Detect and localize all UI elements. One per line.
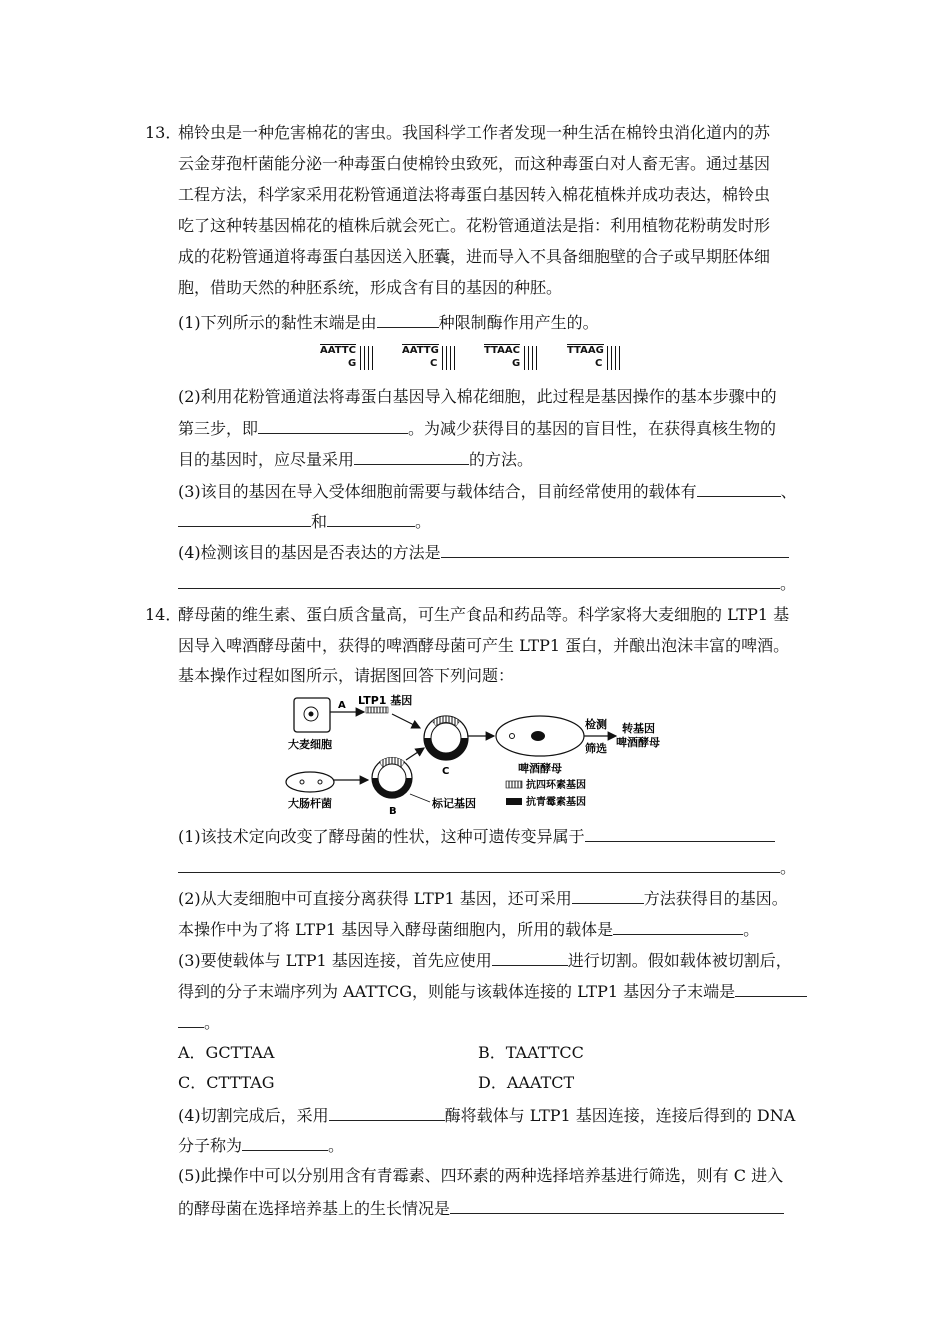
- q13-sub2-blank-1[interactable]: [258, 417, 408, 434]
- q13-sub2-text-a: 第三步，即: [178, 419, 259, 438]
- q14-number: 14．: [145, 605, 182, 624]
- legend-tet-swatch: [506, 781, 522, 788]
- q13-sub2-text-b: 。为减少获得目的基因的盲目性，在获得真核生物的: [408, 419, 777, 438]
- q14-sub2-text-a: (2)从大麦细胞中可直接分离获得 LTP1 基因，还可采用: [178, 889, 572, 908]
- sticky-end-4-bottom: C: [595, 358, 603, 369]
- q14-sub4-line-1: [178, 1104, 795, 1126]
- q13-sub4-line-2: [178, 572, 796, 594]
- sticky-end-1: [320, 344, 380, 374]
- q14-sub3-blank-1[interactable]: [492, 949, 568, 966]
- q14-sub2-line-2: [178, 918, 759, 940]
- q13-sub1: [178, 311, 599, 333]
- q14-sub1-blank-1[interactable]: [585, 825, 775, 842]
- q14-sub4-line-2: [178, 1134, 344, 1156]
- q13-sub3-text-c: 和: [311, 512, 328, 531]
- label-a: A: [338, 700, 346, 711]
- q13-sub3-text-a: (3)该目的基因在导入受体细胞前需要与载体结合，目前经常使用的载体有: [178, 482, 697, 501]
- q14-sub1-end: 。: [780, 858, 797, 877]
- ecoli-label: 大肠杆菌: [288, 797, 332, 810]
- q14-sub3-blank-2[interactable]: [735, 980, 807, 997]
- q14-stem-line-1: 酵母菌的维生素、蛋白质含量高，可生产食品和药品等。科学家将大麦细胞的 LTP1 基: [178, 605, 790, 624]
- q14-sub3-line-2: [178, 980, 807, 1002]
- legend-pen-swatch: [506, 798, 522, 805]
- sticky-end-4-top: TTAAG: [567, 345, 604, 356]
- q14-option-d[interactable]: D．AAATCT: [478, 1073, 575, 1092]
- q13-sub4-blank-2[interactable]: [178, 572, 780, 589]
- q14-sub2-text-c: 本操作中为了将 LTP1 基因导入酵母菌细胞内，所用的载体是: [178, 920, 614, 939]
- q13-sub3-text-d: 。: [415, 512, 432, 531]
- beer-yeast: [496, 716, 584, 756]
- q13-sub1-text-a: (1)下列所示的黏性末端是由: [178, 313, 377, 332]
- label-b: B: [389, 806, 397, 817]
- q13-sub4-line-1: [178, 541, 789, 563]
- sticky-end-3-top: TTAAC: [484, 345, 520, 356]
- legend-pen-label: 抗青霉素基因: [526, 797, 586, 808]
- q13-number: 13．: [145, 123, 182, 142]
- q14-sub1-line-2: [178, 856, 796, 878]
- sticky-end-1-top: AATTC: [320, 345, 356, 356]
- q14-sub3-text-b: 进行切割。假如载体被切割后，: [567, 951, 792, 970]
- q13-stem-line-1: 棉铃虫是一种危害棉花的害虫。我国科学工作者发现一种生活在棉铃虫消化道内的苏: [178, 123, 771, 142]
- q14-sub5-text: 的酵母菌在选择培养基上的生长情况是: [178, 1199, 451, 1218]
- q14-sub4-blank-2[interactable]: [242, 1134, 328, 1151]
- q14-option-b[interactable]: B．TAATTCC: [478, 1043, 584, 1062]
- sticky-end-1-bottom: G: [348, 358, 357, 369]
- q13-sub3-text-b: 、: [780, 482, 797, 501]
- q14-sub4-blank-1[interactable]: [329, 1104, 445, 1121]
- q14-sub5-blank[interactable]: [450, 1197, 784, 1214]
- sticky-end-2: [402, 344, 462, 374]
- q14-sub2-text-d: 。: [743, 920, 760, 939]
- q13-stem-line-2: 云金芽孢杆菌能分泌一种毒蛋白使棉铃虫致死，而这种毒蛋白对人畜无害。通过基因: [178, 154, 771, 173]
- q14-stem-line-2: 因导入啤酒酵母菌中，获得的啤酒酵母菌可产生 LTP1 蛋白，并酿出泡沫丰富的啤酒。: [178, 636, 790, 655]
- q14-sub2-line-1: [178, 887, 788, 909]
- q14-stem-line-3: 基本操作过程如图所示，请据图回答下列问题：: [178, 666, 515, 685]
- q13-stem-line-3: 工程方法，科学家采用花粉管通道法将毒蛋白基因转入棉花植株并成功表达，棉铃虫: [178, 185, 771, 204]
- q13-sub4-blank-1[interactable]: [441, 541, 789, 558]
- gene-transfer-figure: [280, 690, 690, 820]
- q14-sub1-text: (1)该技术定向改变了酵母菌的性状，这种可遗传变异属于: [178, 827, 585, 846]
- sticky-end-3: [484, 344, 544, 374]
- q13-sub1-text-b: 种限制酶作用产生的。: [438, 313, 599, 332]
- marker-gene-label: 标记基因: [432, 797, 476, 810]
- q14-sub3-text-a: (3)要使载体与 LTP1 基因连接，首先应使用: [178, 951, 492, 970]
- label-c: C: [442, 766, 450, 777]
- q13-sub3-line-2: [178, 510, 431, 532]
- arrow-ltp1-to-c: [392, 714, 420, 728]
- q13-sub3-blank-1[interactable]: [697, 480, 781, 497]
- q14-sub1-blank-2[interactable]: [178, 856, 780, 873]
- q13-sub3-line-1: [178, 480, 797, 502]
- q14-sub3-blank-3[interactable]: [178, 1011, 204, 1028]
- q13-stem-line-4: 吃了这种转基因棉花的植株后就会死亡。花粉管通道法是指：利用植物花粉萌发时形: [178, 216, 771, 235]
- q14-option-c[interactable]: C．CTTTAG: [178, 1073, 275, 1092]
- plasmid-c: [424, 716, 468, 760]
- q13-stem-line-5: 成的花粉管通道将毒蛋白基因送入胚囊，进而导入不具备细胞壁的合子或早期胚体细: [178, 247, 771, 266]
- beer-yeast-label: 啤酒酵母: [518, 762, 562, 775]
- q13-sub2-text-d: 的方法。: [469, 450, 534, 469]
- q13-sub2-blank-2[interactable]: [354, 448, 469, 465]
- q14-sub3-line-3: [178, 1011, 220, 1033]
- q14-sub3-line-1: [178, 949, 792, 971]
- q13-sub2-line-3: [178, 448, 533, 470]
- q14-sub5-line-2: [178, 1197, 784, 1219]
- q14-sub3-end: 。: [204, 1013, 221, 1032]
- q14-sub2-blank-2[interactable]: [613, 918, 743, 935]
- q13-sub4-end: 。: [780, 574, 797, 593]
- q13-sub3-blank-2[interactable]: [178, 510, 311, 527]
- q14-sub1-line-1: [178, 825, 775, 847]
- q13-sub3-blank-3[interactable]: [327, 510, 415, 527]
- transgenic-label-1: 转基因: [622, 722, 655, 735]
- screen-label: 筛选: [585, 742, 607, 755]
- q14-sub2-blank-1[interactable]: [572, 887, 644, 904]
- q14-sub4-text-b: 酶将载体与 LTP1 基因连接，连接后得到的 DNA: [444, 1106, 796, 1125]
- sticky-end-3-bottom: G: [512, 358, 521, 369]
- q14-sub4-text-c: 分子称为: [178, 1136, 243, 1155]
- q14-option-a[interactable]: A．GCTTAA: [178, 1043, 275, 1062]
- arrow-b-to-c: [406, 748, 424, 760]
- legend-tet-label: 抗四环素基因: [526, 780, 586, 791]
- q14-sub3-text-c: 得到的分子末端序列为 AATTCG，则能与该载体连接的 LTP1 基因分子末端是: [178, 982, 736, 1001]
- q13-stem-line-6: 胞，借助天然的种胚系统，形成含有目的基因的种胚。: [178, 278, 563, 297]
- q14-sub5-line-1: (5)此操作中可以分别用含有青霉素、四环素的两种选择培养基进行筛选，则有 C 进入: [178, 1166, 784, 1185]
- q13-sub2-text-c: 目的基因时，应尽量采用: [178, 450, 355, 469]
- q14-sub2-text-b: 方法获得目的基因。: [643, 889, 788, 908]
- sticky-end-4: [567, 344, 627, 374]
- q14-sub4-text-d: 。: [328, 1136, 345, 1155]
- ltp1-gene-label: LTP1 基因: [358, 694, 413, 707]
- plasmid-b: [372, 757, 412, 798]
- sticky-end-2-bottom: C: [430, 358, 438, 369]
- barley-cell: [294, 698, 330, 732]
- marker-pointer: [410, 794, 430, 802]
- ecoli: [286, 772, 334, 792]
- transgenic-label-2: 啤酒酵母: [616, 736, 660, 749]
- q13-sub2-line-2: [178, 417, 776, 439]
- barley-cell-label: 大麦细胞: [288, 738, 332, 751]
- detect-label: 检测: [585, 718, 607, 731]
- q13-sub1-blank[interactable]: [377, 311, 439, 328]
- q13-sub4-text: (4)检测该目的基因是否表达的方法是: [178, 543, 441, 562]
- q14-sub4-text-a: (4)切割完成后，采用: [178, 1106, 329, 1125]
- sticky-end-2-top: AATTG: [402, 345, 439, 356]
- q13-sub2-line-1: (2)利用花粉管通道法将毒蛋白基因导入棉花细胞，此过程是基因操作的基本步骤中的: [178, 387, 777, 406]
- ltp1-gene-fragment: [366, 707, 388, 713]
